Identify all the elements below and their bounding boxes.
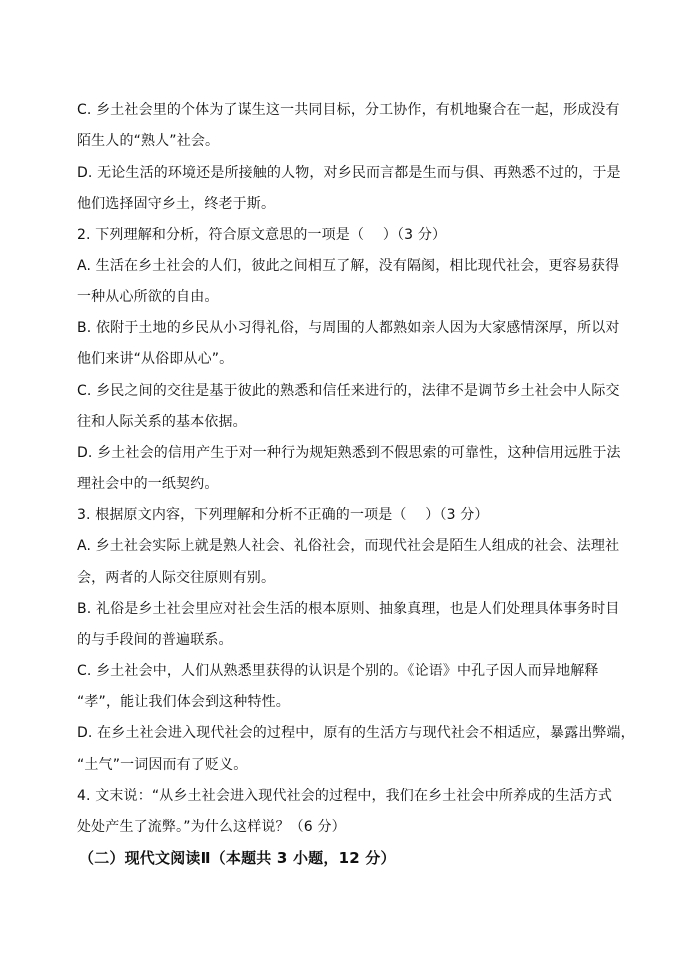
question-4-line-2: 处处产生了流弊。”为什么这样说？（6 分） [77,819,346,835]
question-4-line-1: 4. 文末说：“从乡土社会进入现代社会的过程中，我们在乡土社会中所养成的生活方式 [77,788,613,804]
q3-option-b-line-1: B. 礼俗是乡土社会里应对社会生活的根本原则、抽象真理，也是人们处理具体事务时目 [77,601,620,617]
q1-option-d-line-1: D. 无论生活的环境还是所接触的人物，对乡民而言都是生而与俱、再熟悉不过的，于是 [77,165,621,181]
q3-option-d-line-2: “土气”一词因而有了贬义。 [77,757,248,773]
q3-option-d-line-1: D. 在乡土社会进入现代社会的过程中，原有的生活方与现代社会不相适应，暴露出弊端， [77,725,635,741]
q2-option-c-line-1: C. 乡民之间的交往是基于彼此的熟悉和信任来进行的，法律不是调节乡土社会中人际交 [77,383,620,399]
q3-option-a-line-1: A. 乡土社会实际上就是熟人社会、礼俗社会，而现代社会是陌生人组成的社会、法理社 [77,538,620,554]
q3-option-c-line-2: “孝”，能让我们体会到这种特性。 [77,694,290,710]
q2-option-c-line-2: 往和人际关系的基本依据。 [77,414,247,430]
q1-option-c-line-1: C. 乡土社会里的个体为了谋生这一共同目标，分工协作，有机地聚合在一起，形成没有 [77,102,620,118]
q2-option-a-line-1: A. 生活在乡土社会的人们，彼此之间相互了解，没有隔阂，相比现代社会，更容易获得 [77,258,620,274]
section-heading-modern-reading-2: （二）现代文阅读Ⅱ（本题共 3 小题，12 分） [79,849,396,867]
question-2-stem: 2. 下列理解和分析，符合原文意思的一项是（ ）（3 分） [77,227,447,243]
q2-option-d-line-2: 理社会中的一纸契约。 [77,476,219,492]
q2-option-b-line-2: 他们来讲“从俗即从心”。 [77,351,234,367]
q3-option-a-line-2: 会，两者的人际交往原则有别。 [77,570,276,586]
q2-option-b-line-1: B. 依附于土地的乡民从小习得礼俗，与周围的人都熟如亲人因为大家感情深厚，所以对 [77,320,620,336]
question-3-stem: 3. 根据原文内容，下列理解和分析不正确的一项是（ ）（3 分） [77,507,489,523]
q3-option-b-line-2: 的与手段间的普遍联系。 [77,632,233,648]
q1-option-d-line-2: 他们选择固守乡土，终老于斯。 [77,196,276,212]
q2-option-d-line-1: D. 乡土社会的信用产生于对一种行为规矩熟悉到不假思索的可靠性，这种信用远胜于法 [77,445,621,461]
q1-option-c-line-2: 陌生人的“熟人”社会。 [77,133,220,149]
q3-option-c-line-1: C. 乡土社会中，人们从熟悉里获得的认识是个别的。《论语》中孔子因人而异地解释 [77,663,599,679]
q2-option-a-line-2: 一种从心所欲的自由。 [77,289,219,305]
